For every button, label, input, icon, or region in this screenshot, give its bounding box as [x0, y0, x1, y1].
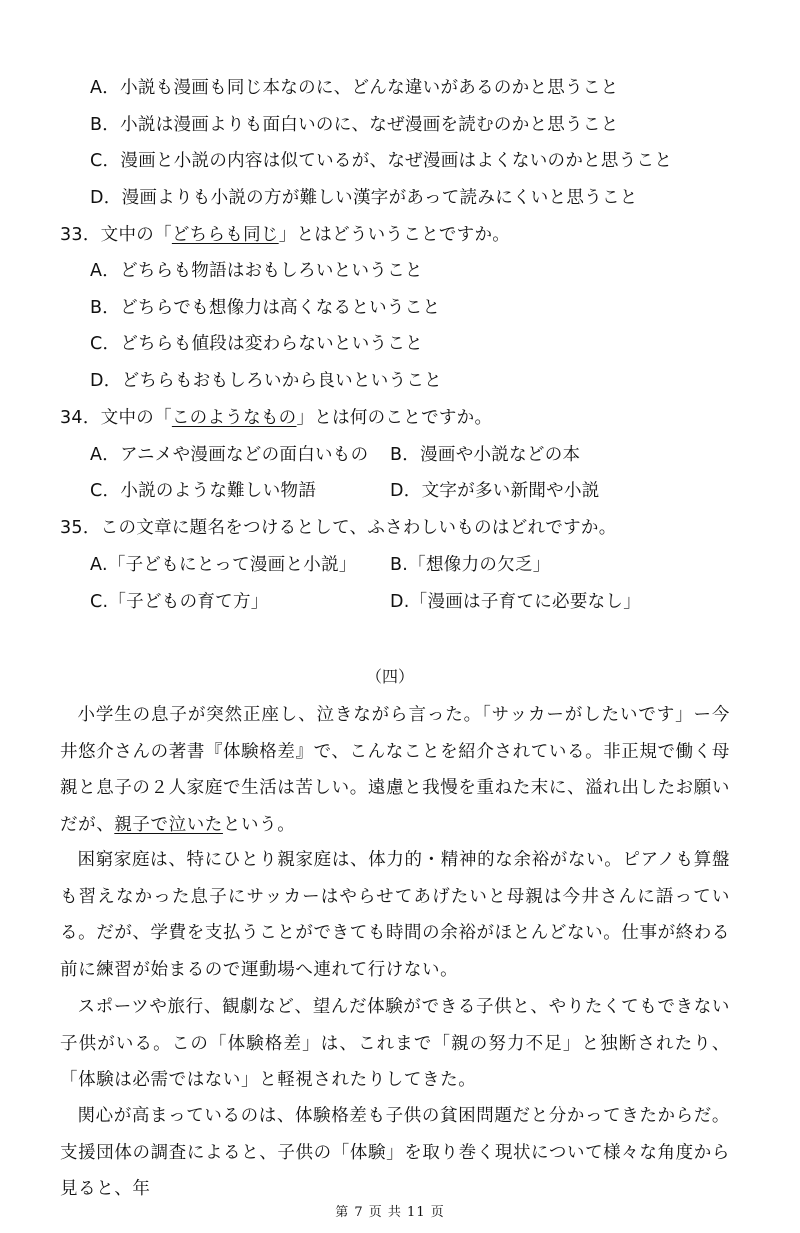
- q33-option-d: D．どちらもおもしろいから良いということ: [90, 371, 442, 391]
- q35-option-a: A.「子どもにとって漫画と小説」: [90, 555, 357, 575]
- page-number-footer: 第 7 页 共 11 页: [335, 1205, 445, 1220]
- q32-option-b: B．小説は漫画よりも面白いのに、なぜ漫画を読むのかと思うこと: [90, 115, 619, 135]
- q33-prefix: 33．文中の「: [60, 225, 172, 245]
- q34-option-d: D．文字が多い新聞や小説: [390, 481, 600, 501]
- passage-paragraph-2: 困窮家庭は、特にひとり親家庭は、体力的・精神的な余裕がない。ピアノも算盤も習えなかった息子にサッカーはやらせてあげたいと母親は今井さんに語っている。だが、学費を支払うことができても時間の余裕がほとんどない。仕事が終わる前に練習が始まるので運動場へ連れて行けない。: [60, 850, 730, 980]
- q33-option-a: A．どちらも物語はおもしろいということ: [90, 261, 423, 281]
- q33-option-c: C．どちらも値段は変わらないということ: [90, 334, 423, 354]
- q34-option-b: B．漫画や小説などの本: [390, 445, 581, 465]
- q32-option-c: C．漫画と小説の内容は似ているが、なぜ漫画はよくないのかと思うこと: [90, 151, 673, 171]
- q33-underlined-phrase: どちらも同じ: [171, 225, 279, 245]
- q34-prefix: 34．文中の「: [60, 408, 172, 428]
- q35-question: 35．この文章に題名をつけるとして、ふさわしいものはどれですか。: [60, 518, 617, 538]
- q35-option-b: B.「想像力の欠乏」: [390, 555, 551, 575]
- q35-option-d: D.「漫画は子育てに必要なし」: [390, 592, 642, 612]
- q34-question: [60, 406, 492, 430]
- q33-suffix: 」とはどういうことですか。: [278, 225, 511, 245]
- passage-paragraph-3: スポーツや旅行、観劇など、望んだ体験ができる子供と、やりたくてもできない子供がいる。この「体験格差」は、これまで「親の努力不足」と独断されたり、「体験は必需ではない」と軽視されたりしてきた。: [60, 997, 730, 1090]
- q34-suffix: 」とは何のことですか。: [296, 408, 493, 428]
- passage-paragraph-4: 関心が高まっているのは、体験格差も子供の貧困問題だと分かってきたからだ。支援団体の調査によると、子供の「体験」を取り巻く現状について様々な角度から見ると、年: [60, 1106, 730, 1199]
- q32-option-d: D．漫画よりも小説の方が難しい漢字があって読みにくいと思うこと: [90, 188, 638, 208]
- q33-option-b: B．どちらでも想像力は高くなるということ: [90, 298, 441, 318]
- passage-p1-underlined: 親子で泣いた: [114, 814, 223, 835]
- passage-paragraph-1: [60, 697, 730, 843]
- q34-option-c: C．小説のような難しい物語: [90, 481, 317, 501]
- passage-p1-text: 小学生の息子が突然正座し、泣きながら言った。「サッカーがしたいです」ー今井悠介さんの著書『体験格差』で、こんなことを紹介されている。非正規で働く母親と息子の２人家庭で生活は苦しい。遠慮と我慢を重ねた末に、溢れ出したお願いだが、: [60, 705, 730, 835]
- passage-p1-end: という。: [222, 814, 296, 835]
- q33-question: [60, 223, 510, 247]
- q34-option-a: A．アニメや漫画などの面白いもの: [90, 445, 369, 465]
- q32-option-a: A．小説も漫画も同じ本なのに、どんな違いがあるのかと思うこと: [90, 78, 619, 98]
- section-four-heading: （四）: [365, 667, 414, 686]
- q34-underlined-phrase: このようなもの: [171, 408, 297, 428]
- q35-option-c: C.「子どもの育て方」: [90, 592, 269, 612]
